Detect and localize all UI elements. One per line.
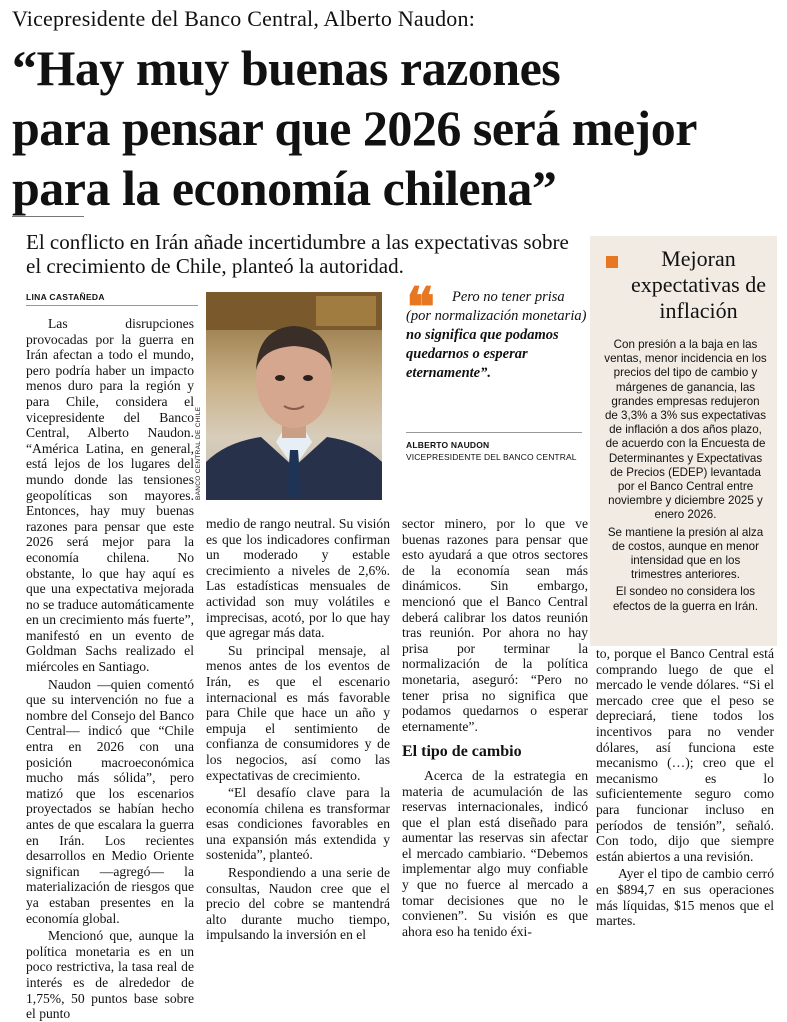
- sidebar-paragraph: Se mantiene la presión al alza de costos, aunque en menor intensidad que en los trimestres anteriores.: [607, 525, 764, 582]
- paragraph: Acerca de la estrategia en materia de acumulación de las reservas internacionales, indicó que el plan está diseñado para aumentar las reservas sin afectar el mercado cambiario. “Debemos implementar algo muy confiable y que no fuerce al mercado a tomar decisiones que no le convienen”. Su visión es que ahora eso ha tenido éxi-: [402, 767, 588, 939]
- article-column-2: [206, 516, 390, 943]
- paragraph: sector minero, por lo que ve buenas razones para pensar que esto ayudará a que otros sectores de la economía sean más dinámicos. Sin embargo, mencionó que el Banco Central deberá calibrar los datos reunión tras reunión. Por ahora no hay prisa por terminar la normalización de la política monetaria, aseguró: “Pero no tener prisa no significa que podamos quedarnos o esperar eternamente”.: [402, 516, 588, 734]
- sidebar-box: [590, 236, 777, 646]
- headline-divider: [12, 216, 84, 217]
- pull-quote-part-2: no significa que podamos quedarnos o esperar eternamente”.: [406, 327, 559, 381]
- paragraph: Mencionó que, aunque la política monetaria es en un poco restrictiva, la tasa real de interés es de alrededor de 1,75%, 50 puntos base sobre el punto: [26, 928, 194, 1022]
- byline-divider: [26, 305, 198, 306]
- sidebar-paragraph: El sondeo no considera los efectos de la guerra en Irán.: [612, 585, 758, 613]
- photo-credit: BANCO CENTRAL DE CHILE: [195, 406, 202, 500]
- pull-quote-role: VICEPRESIDENTE DEL BANCO CENTRAL: [406, 452, 577, 462]
- paragraph: Ayer el tipo de cambio cerró en $894,7 en sus operaciones más líquidas, $15 menos que el martes.: [596, 866, 774, 929]
- pull-quote: [406, 275, 588, 383]
- article-column-1: [26, 316, 194, 1022]
- paragraph: Naudon —quien comentó que su intervención no fue a nombre del Consejo del Banco Central— indicó que “Chile entra en 2026 con una posición macroeconómica mucho más sólida”, pero matizó que los escenarios proyectados se habían hecho antes de que escalara la guerra en Irán. Los recientes desarrollos en Medio Oriente significan —agregó— la materialización de riesgos que ya estaban presentes en la economía global.: [26, 676, 194, 926]
- kicker: Vicepresidente del Banco Central, Alberto Naudon:: [12, 6, 476, 31]
- pull-quote-author: ALBERTO NAUDON: [406, 440, 490, 450]
- opening-quote-marks-icon: ❝: [406, 275, 436, 339]
- pull-quote-part-1: Pero no tener prisa (por normalización monetaria): [406, 289, 587, 324]
- sidebar-paragraph: Con presión a la baja en las ventas, menor incidencia en los precios del tipo de cambio y márgenes de ganancia, las grandes empresas redujeron de 3,3% a 3% sus expectativas de inflación a dos años plazo, de acuerdo con la Encuesta de Determinantes y Expectativas de Precios (EDEP) levantada por el Banco Central entre noviembre y diciembre 2025 y enero 2026.: [604, 338, 767, 522]
- paragraph: “El desafío clave para la economía chilena es transformar esas condiciones favorables en una expansión más extendida y sostenida”, planteó.: [206, 785, 390, 863]
- sidebar-title-text: Mejoran expectativas de inflación: [631, 246, 766, 323]
- article-column-4: [596, 646, 774, 929]
- headline-line-3: para la economía chilena”: [12, 160, 557, 216]
- headline-line-1: “Hay muy buenas razones: [12, 40, 561, 96]
- paragraph: Las disrupciones provocadas por la guerra en Irán afectan a todo el mundo, pero podría haber un impacto menos duro para la región y para Chile, considera el vicepresidente del Banco Central, Alberto Naudon. “América Latina, en general, está lejos de los lugares del mundo donde las tensiones geopolíticas son mayores. Entonces, hay muy buenas razones para pensar que este 2026 será mejor para la economía chilena. No obstante, lo que hay aquí es que una expectativa mejorada no se traduce automáticamente en un crecimiento más fuerte”, manifestó en un evento de Goldman Sachs realizado el miércoles en Santiago.: [26, 316, 194, 675]
- pull-quote-divider: [406, 432, 582, 433]
- paragraph: medio de rango neutral. Su visión es que los indicadores confirman un moderado y estable crecimiento a niveles de 2,6%. Las estadísticas mensuales de actividad son muy volátiles e imprecisas, acotó, por lo que hay que agregar más data.: [206, 516, 390, 641]
- portrait-illustration: [206, 292, 382, 500]
- section-title: El tipo de cambio: [402, 743, 522, 761]
- paragraph: Respondiendo a una serie de consultas, Naudon cree que el precio del cobre se mantendrá alto durante mucho tiempo, impulsando la inversión en el: [206, 865, 390, 943]
- byline: LINA CASTAÑEDA: [26, 292, 105, 302]
- sidebar-title: [604, 246, 767, 324]
- sidebar-body: [604, 338, 767, 614]
- portrait-photo: [206, 292, 382, 500]
- subheadline: El conflicto en Irán añade incertidumbre a las expectativas sobre el crecimiento de Chile, planteó la autoridad.: [26, 230, 569, 278]
- orange-square-icon: [606, 256, 618, 268]
- paragraph: to, porque el Banco Central está comprando luego de que el mercado le vende dólares. “Si el mercado cree que el peso se depreciará, tiene todos los incentivos para no vender dólares, así funciona este mecanismo (…); creo que el mecanismo es lo suficientemente seguro como para funcionar incluso en períodos de tensión”, señaló. Con todo, dijo que siempre están abiertos a una revisión.: [596, 646, 774, 864]
- article-column-3: [402, 516, 588, 939]
- paragraph: Su principal mensaje, al menos antes de los eventos de Irán, es que el escenario internacional es más favorable para Chile que hace un año y empuja el sentimiento de confianza de consumidores y de los negocios, así como las expectativas de crecimiento.: [206, 642, 390, 783]
- headline-line-2: para pensar que 2026 será mejor: [12, 100, 697, 156]
- headline: [12, 38, 782, 218]
